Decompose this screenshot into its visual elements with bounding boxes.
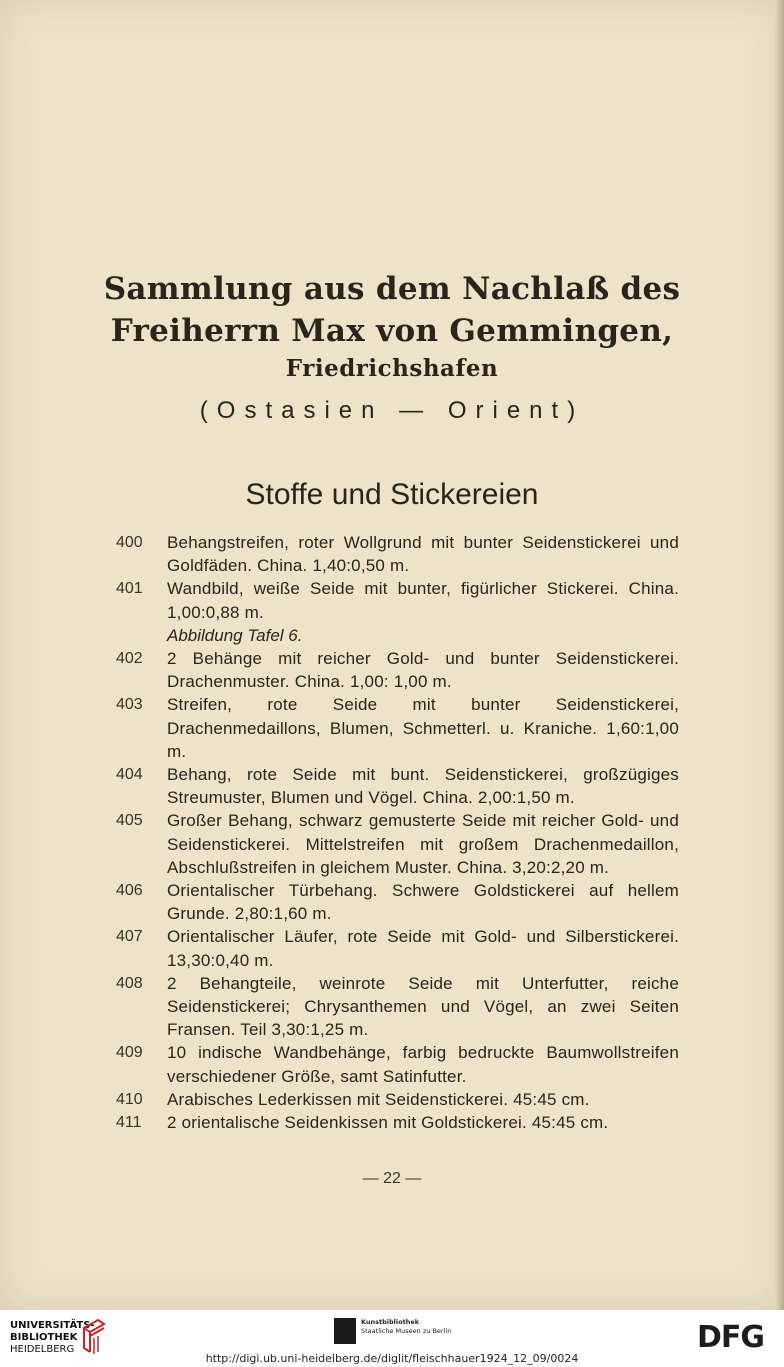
entry-number: 406: [116, 882, 143, 900]
title-location: Friedrichshafen: [285, 355, 499, 382]
catalog-entry: [0, 809, 784, 879]
title-line-2: Freiherrn Max von Gemmingen,: [110, 313, 674, 349]
entry-text: 2 orientalische Seidenkissen mit Goldstickerei. 45:45 cm.: [167, 1113, 609, 1133]
catalog-entry: [0, 1041, 784, 1087]
ub-line-1: UNIVERSITÄTS-: [10, 1320, 95, 1331]
entry-text: 2 Behänge mit reicher Gold- und bunter Seidenstickerei. Drachenmuster. China. 1,00: 1,00 m.: [167, 649, 679, 692]
section-title: Stoffe und Stickereien: [245, 478, 539, 511]
catalog-entry: [0, 1088, 784, 1111]
catalog-entry: [0, 925, 784, 971]
entry-number: 407: [116, 928, 143, 946]
kb-line-2: Staatliche Museen zu Berlin: [361, 1327, 452, 1335]
title-line-1: Sammlung aus dem Nachlaß des: [103, 271, 681, 307]
catalog-entry: [0, 972, 784, 1042]
catalog-entries: [0, 531, 784, 1134]
kunstbibliothek-logo-icon[interactable]: [334, 1318, 356, 1344]
entry-text: Streifen, rote Seide mit bunter Seidenstickerei, Drachenmedaillons, Blumen, Schmetterl. u. Kraniche. 1,60:1,00 m.: [167, 695, 679, 761]
catalog-entry: [0, 693, 784, 763]
catalog-entry: [0, 879, 784, 925]
entry-text: Orientalischer Türbehang. Schwere Goldstickerei auf hellem Grunde. 2,80:1,60 m.: [167, 881, 679, 924]
entry-number: 401: [116, 580, 143, 598]
source-url-link[interactable]: http://digi.ub.uni-heidelberg.de/diglit/fleischhauer1924_12_09/0024: [205, 1352, 579, 1365]
entry-number: 409: [116, 1044, 143, 1062]
entry-text: Arabisches Lederkissen mit Seidenstickerei. 45:45 cm.: [167, 1089, 590, 1109]
entry-text: Orientalischer Läufer, rote Seide mit Gold- und Silberstickerei. 13,30:0,40 m.: [167, 927, 679, 970]
catalog-entry: [0, 1111, 784, 1134]
entry-text: 10 indische Wandbehänge, farbig bedruckte Baumwollstreifen verschiedener Größe, samt Satinfutter.: [167, 1043, 679, 1086]
page-number: — 22 —: [362, 1170, 422, 1187]
entry-text: Großer Behang, schwarz gemusterte Seide mit reicher Gold- und Seidenstickerei. Mittelstreifen mit großem Drachenmedaillon, Abschlußstreifen in gleichem Muster. China. 3,20:2,20 m.: [167, 811, 679, 877]
entry-number: 408: [116, 974, 143, 992]
catalog-entry: [0, 577, 784, 647]
catalog-entry: [0, 647, 784, 693]
ub-line-2: BIBLIOTHEK: [10, 1332, 78, 1343]
entry-number: 411: [116, 1114, 142, 1132]
entry-number: 400: [116, 534, 143, 551]
kunstbibliothek-logo-text[interactable]: [361, 1318, 451, 1336]
entry-text: Behangstreifen, roter Wollgrund mit bunter Seidenstickerei und Goldfäden. China. 1,40:0,50 m.: [167, 533, 679, 576]
entry-text: 2 Behangteile, weinrote Seide mit Unterfutter, reiche Seidenstickerei; Chrysanthemen und Vögel, an zwei Seiten Fransen. Teil 3,30:1,25 m.: [167, 973, 679, 1040]
catalog-entry: [0, 763, 784, 809]
entry-caption: Abbildung Tafel 6.: [167, 625, 303, 645]
entry-number: 402: [116, 650, 143, 668]
entry-text: Behang, rote Seide mit bunt. Seidenstickerei, großzügiges Streumuster, Blumen und Vögel. China. 2,00:1,50 m.: [167, 765, 679, 808]
entry-number: 410: [116, 1090, 143, 1108]
dfg-logo[interactable]: DFG: [697, 1320, 765, 1355]
catalog-entry: [0, 531, 784, 577]
entry-number: 404: [116, 766, 143, 784]
kb-line-1: Kunstbibliothek: [361, 1318, 420, 1326]
title-region: (Ostasien — Orient): [199, 397, 585, 424]
entry-number: 405: [116, 812, 143, 830]
ub-heidelberg-logo-icon[interactable]: [80, 1316, 110, 1356]
ub-line-3: HEIDELBERG: [10, 1344, 75, 1355]
entry-text: Wandbild, weiße Seide mit bunter, figürlicher Stickerei. China. 1,00:0,88 m.: [167, 579, 679, 622]
entry-number: 403: [116, 696, 143, 714]
